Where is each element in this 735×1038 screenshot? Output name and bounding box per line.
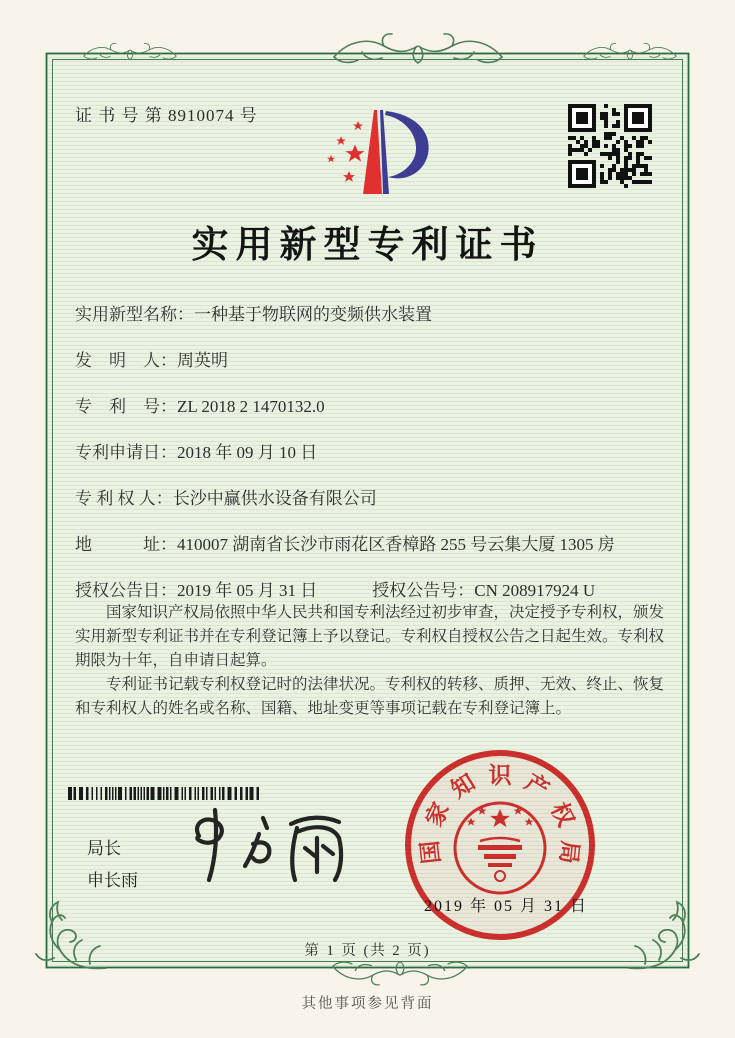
legal-paragraph-1: 国家知识产权局依照中华人民共和国专利法经过初步审查，决定授予专利权，颁发实用新型专利证书并在专利登记簿上予以登记。专利权自授权公告之日起生效。专利权期限为十年，自申请日起算。 (75, 604, 665, 670)
seal-char: 产 (520, 769, 554, 803)
signer-name: 申长雨 (87, 871, 138, 890)
field-row (75, 392, 675, 438)
field-label: 发 明 人： (75, 351, 177, 370)
seal-char: 国 (417, 839, 445, 866)
certificate-number: 证 书 号 第 8910074 号 (75, 106, 258, 125)
certificate-title: 实用新型专利证书 (191, 225, 544, 266)
seal-char: 局 (555, 839, 583, 866)
field-label: 专 利 权 人： (75, 489, 173, 508)
field-row (75, 484, 675, 530)
back-note: 其他事项参见背面 (301, 996, 434, 1012)
field-value: 2019 年 05 月 31 日 (177, 581, 318, 600)
field-row (75, 530, 675, 576)
qr-code (568, 104, 652, 188)
field-label: 专 利 号： (75, 397, 177, 416)
field-row (75, 300, 675, 346)
field-value: 2018 年 09 月 10 日 (177, 443, 318, 462)
field-value: 长沙中赢供水设备有限公司 (172, 489, 377, 508)
field-value: 一种基于物联网的变频供水装置 (194, 305, 432, 324)
field-label: 授权公告号： (372, 581, 475, 600)
seal-char: 识 (488, 763, 512, 788)
page-number: 第 1 页 (共 2 页) (304, 943, 431, 959)
legal-text (75, 601, 667, 721)
field-value: CN 208917924 U (474, 581, 596, 600)
field-value: 410007 湖南省长沙市雨花区香樟路 255 号云集大厦 1305 房 (177, 535, 615, 554)
field-label: 授权公告日： (75, 581, 177, 600)
field-value: 周英明 (177, 351, 228, 370)
seal-date: 2019 年 05 月 31 日 (424, 898, 589, 915)
field-list (75, 300, 675, 622)
field-row (75, 346, 675, 392)
field-label: 实用新型名称： (75, 305, 194, 324)
cnipa-logo-icon (298, 96, 443, 204)
legal-paragraph-2: 专利证书记载专利权登记时的法律状况。专利权的转移、质押、无效、终止、恢复和专利权人的姓名或名称、国籍、地址变更等事项记载在专利登记簿上。 (75, 676, 665, 718)
field-label: 地 址： (75, 535, 177, 554)
signer-title: 局长 (87, 839, 121, 858)
field-label: 专利申请日： (75, 443, 177, 462)
signature-shen-changyu (155, 796, 365, 896)
field-row (75, 438, 675, 484)
seal-char: 家 (421, 798, 454, 831)
seal-char: 知 (446, 769, 480, 803)
seal-char: 权 (546, 798, 579, 831)
field-value: ZL 2018 2 1470132.0 (177, 397, 325, 416)
